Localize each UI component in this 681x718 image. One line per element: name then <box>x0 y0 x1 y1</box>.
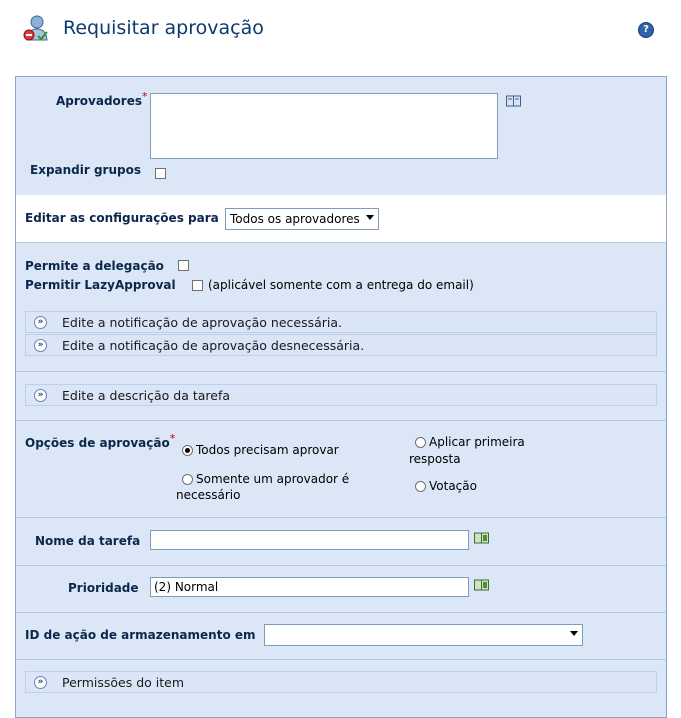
approval-options-section <box>16 421 666 518</box>
option-all-label: Todos precisam aprovar <box>196 443 339 457</box>
notif-required-text: Edite a notificação de aprovação necessária. <box>62 315 343 330</box>
request-approval-icon <box>22 14 48 42</box>
task-name-section <box>16 518 666 566</box>
task-description-text: Edite a descrição da tarefa <box>62 388 231 403</box>
delegation-checkbox[interactable] <box>178 260 189 271</box>
item-permissions-bar[interactable] <box>25 671 657 693</box>
radio-vote[interactable] <box>415 481 426 492</box>
task-description-section <box>16 372 666 421</box>
approval-options-label-text: Opções de aprovação <box>25 436 170 450</box>
edit-settings-select[interactable] <box>225 208 379 230</box>
priority-section <box>16 566 666 613</box>
notif-unneeded-bar[interactable] <box>25 334 657 356</box>
edit-settings-value: Todos os aprovadores <box>230 212 360 226</box>
expand-icon: » <box>34 316 47 329</box>
option-one-label-2: necessário <box>176 488 241 502</box>
delegation-section <box>16 243 666 372</box>
approvers-input[interactable] <box>150 93 498 159</box>
page-title: Requisitar aprovação <box>63 17 264 39</box>
task-description-bar[interactable] <box>25 384 657 406</box>
expand-groups-checkbox[interactable] <box>155 168 166 179</box>
radio-all-must-approve[interactable] <box>182 445 193 456</box>
delegation-label: Permite a delegação <box>25 259 164 273</box>
approvers-label-text: Aprovadores <box>56 94 142 108</box>
priority-value: (2) Normal <box>154 580 219 594</box>
lookup-icon[interactable] <box>474 579 489 591</box>
chevron-down-icon <box>570 631 578 636</box>
notif-required-bar[interactable] <box>25 311 657 333</box>
lazy-approval-note: (aplicável somente com a entrega do email) <box>208 278 474 292</box>
approvers-section <box>16 77 666 196</box>
option-first-label-2: resposta <box>409 452 461 466</box>
lookup-icon[interactable] <box>474 532 489 544</box>
expand-icon: » <box>34 676 47 689</box>
task-name-input[interactable] <box>150 530 469 550</box>
priority-label: Prioridade <box>68 581 139 595</box>
form-panel <box>15 76 667 718</box>
store-action-section <box>16 613 666 660</box>
expand-groups-label: Expandir grupos <box>30 163 141 177</box>
chevron-down-icon <box>366 215 374 220</box>
required-mark: * <box>169 432 176 445</box>
priority-input[interactable] <box>150 577 469 597</box>
option-vote-label: Votação <box>429 479 477 493</box>
radio-one-approver[interactable] <box>182 474 193 485</box>
edit-settings-section <box>16 195 666 243</box>
radio-first-response[interactable] <box>415 437 426 448</box>
option-one-label-1: Somente um aprovador é <box>196 472 350 486</box>
help-icon[interactable]: ? <box>638 22 654 38</box>
notif-unneeded-text: Edite a notificação de aprovação desnecessária. <box>62 338 365 353</box>
lazy-approval-label: Permitir LazyApproval <box>25 278 176 292</box>
approval-options-label <box>25 432 176 450</box>
option-first-label-1: Aplicar primeira <box>429 435 525 449</box>
address-book-icon[interactable] <box>506 95 521 107</box>
page-header <box>0 0 681 62</box>
expand-icon: » <box>34 339 47 352</box>
task-name-label: Nome da tarefa <box>35 534 141 548</box>
approvers-label <box>56 90 148 108</box>
edit-settings-label: Editar as configurações para <box>25 211 219 225</box>
item-permissions-text: Permissões do item <box>62 675 184 690</box>
store-action-select[interactable] <box>264 624 583 646</box>
lazy-approval-checkbox[interactable] <box>192 280 203 291</box>
store-action-label: ID de ação de armazenamento em <box>25 628 256 642</box>
required-mark: * <box>142 90 148 103</box>
expand-icon: » <box>34 389 47 402</box>
